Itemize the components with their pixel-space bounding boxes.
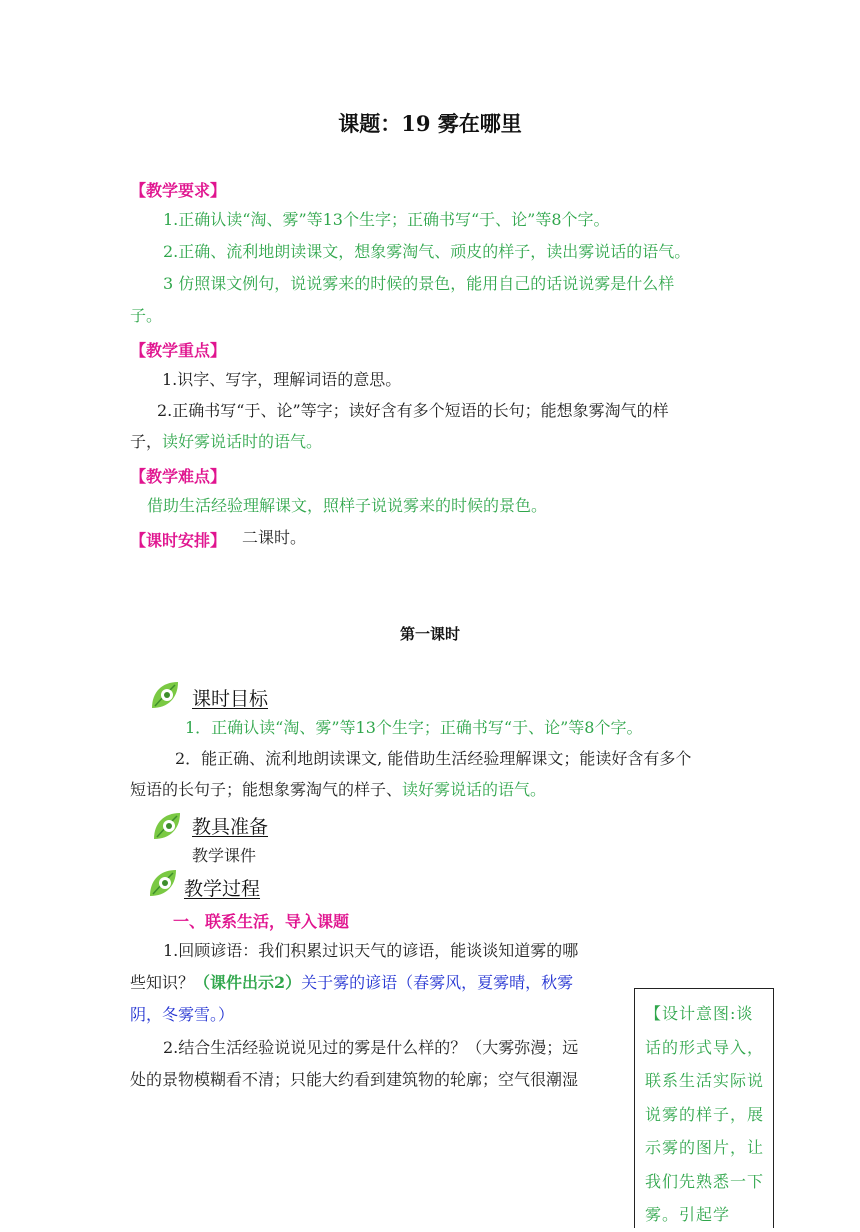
difficulties-heading: 【教学难点】 (130, 467, 227, 486)
objectives-heading: 课时目标 (192, 688, 269, 710)
lesson-title: 第一课时 (399, 625, 460, 643)
leaf-icon (146, 866, 182, 898)
materials-item: 教学课件 (192, 846, 257, 865)
objective-2: 2．能正确、流利地朗读课文, 能借助生活经验理解课文；能读好含有多个 (175, 749, 692, 768)
process-p1-cont (130, 973, 573, 993)
requirement-3: 3 仿照课文例句，说说雾来的时候的景色，能用自己的话说说雾是什么样 (163, 274, 675, 293)
process-p1-a: 些知识？ (130, 973, 195, 992)
leaf-icon (150, 809, 186, 841)
difficulty-1: 借助生活经验理解课文，照样子说说雾来的时候的景色。 (147, 496, 548, 515)
key-point-2-cont (130, 432, 322, 452)
process-p1-b: （课件出示2） (194, 973, 302, 992)
step1-title: 一、联系生活，导入课题 (173, 912, 350, 931)
objective-2-cont-b: 读好雾说话的语气。 (402, 780, 547, 799)
key-point-2-cont-a: 子， (130, 432, 163, 451)
objective-2-cont (130, 780, 546, 800)
schedule-heading: 【课时安排】 (130, 531, 227, 550)
design-intent-box: 【设计意图:谈话的形式导入，联系生活实际说说雾的样子，展示雾的图片，让我们先熟悉一下雾。引起学 (634, 988, 774, 1228)
key-point-1: 1.识字、写字，理解词语的意思。 (162, 370, 402, 389)
process-p1-end: 阴，冬雾雪。） (130, 1005, 235, 1024)
process-heading: 教学过程 (184, 878, 261, 900)
process-p2-cont: 处的景物模糊看不清；只能大约看到建筑物的轮廓；空气很潮湿 (130, 1070, 579, 1089)
leaf-icon (148, 678, 184, 710)
requirement-3-cont: 子。 (130, 306, 163, 325)
requirement-1: 1.正确认读“淘、雾”等13个生字；正确书写“于、论”等8个字。 (163, 210, 610, 229)
requirement-2: 2.正确、流利地朗读课文，想象雾淘气、顽皮的样子，读出雾说话的语气。 (163, 242, 691, 261)
key-point-2-cont-b: 读好雾说话时的语气。 (162, 432, 323, 451)
page-title: 课题：19 雾在哪里 (338, 111, 522, 136)
objective-2-cont-a: 短语的长句子；能想象雾淘气的样子、 (130, 780, 403, 799)
key-point-2: 2.正确书写“于、论”等字；读好含有多个短语的长句；能想象雾淘气的样 (157, 401, 669, 420)
objective-1: 1．正确认读“淘、雾”等13个生字；正确书写“于、论”等8个字。 (185, 718, 643, 737)
key-points-heading: 【教学重点】 (130, 341, 227, 360)
materials-heading: 教具准备 (192, 816, 269, 838)
process-p2: 2.结合生活经验说说见过的雾是什么样的？（大雾弥漫；远 (163, 1038, 579, 1057)
process-p1-c: 关于雾的谚语（春雾风，夏雾晴，秋雾 (301, 973, 574, 992)
schedule-value: 二课时。 (242, 528, 307, 547)
requirements-heading: 【教学要求】 (130, 181, 227, 200)
process-p1: 1.回顾谚语：我们积累过识天气的谚语，能谈谈知道雾的哪 (163, 941, 579, 960)
